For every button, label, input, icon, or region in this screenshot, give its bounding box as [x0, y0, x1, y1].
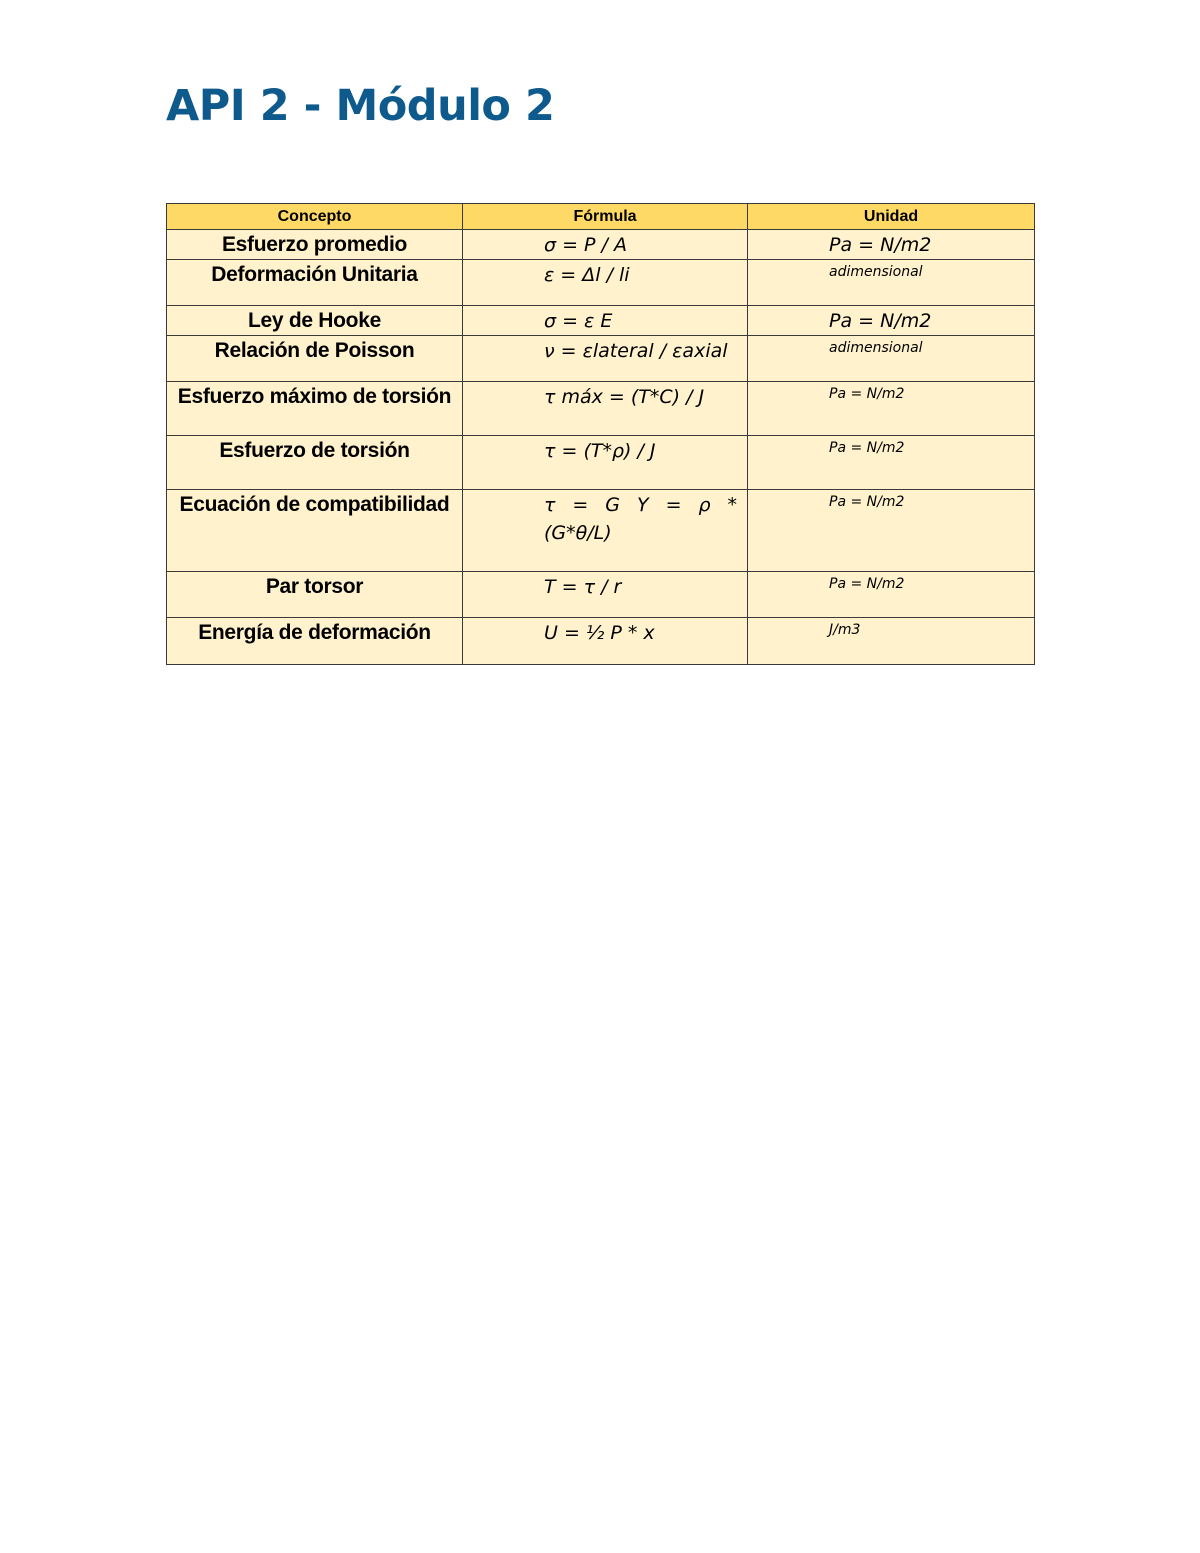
formula-cell: σ = ε E: [463, 306, 748, 336]
unit-cell: Pa = N/m2: [748, 230, 1035, 260]
table-row: [167, 260, 1035, 306]
unit-cell: Pa = N/m2: [748, 490, 1035, 572]
formula-table: [166, 203, 1035, 665]
formula-cell: U = ½ P * x: [463, 618, 748, 665]
unit-cell: Pa = N/m2: [748, 306, 1035, 336]
unit-cell: Pa = N/m2: [748, 436, 1035, 490]
concept-cell: Par torsor: [167, 572, 463, 618]
concept-cell: Relación de Poisson: [167, 336, 463, 382]
header-concept: Concepto: [167, 204, 463, 230]
concept-cell: Ecuación de compatibilidad: [167, 490, 463, 572]
table-row: [167, 306, 1035, 336]
formula-cell: T = τ / r: [463, 572, 748, 618]
unit-cell: adimensional: [748, 336, 1035, 382]
table-header-row: [167, 204, 1035, 230]
concept-cell: Deformación Unitaria: [167, 260, 463, 306]
table-row: [167, 618, 1035, 665]
unit-cell: Pa = N/m2: [748, 382, 1035, 436]
table-row: [167, 336, 1035, 382]
header-formula: Fórmula: [463, 204, 748, 230]
formula-cell: σ = P / A: [463, 230, 748, 260]
concept-cell: Ley de Hooke: [167, 306, 463, 336]
header-unit: Unidad: [748, 204, 1035, 230]
formula-cell: ν = εlateral / εaxial: [463, 336, 748, 382]
table-row: [167, 490, 1035, 572]
concept-cell: Esfuerzo de torsión: [167, 436, 463, 490]
unit-cell: J/m3: [748, 618, 1035, 665]
table-row: [167, 382, 1035, 436]
concept-cell: Esfuerzo máximo de torsión: [167, 382, 463, 436]
table-row: [167, 436, 1035, 490]
formula-cell: τ = (T*ρ) / J: [463, 436, 748, 490]
formula-cell: ε = Δl / li: [463, 260, 748, 306]
formula-cell: τ máx = (T*C) / J: [463, 382, 748, 436]
table-row: [167, 230, 1035, 260]
formula-cell: τ = G Υ = ρ * (G*θ/L): [463, 490, 748, 572]
unit-cell: adimensional: [748, 260, 1035, 306]
concept-cell: Energía de deformación: [167, 618, 463, 665]
page-title: API 2 - Módulo 2: [166, 81, 555, 131]
concept-cell: Esfuerzo promedio: [167, 230, 463, 260]
table-row: [167, 572, 1035, 618]
unit-cell: Pa = N/m2: [748, 572, 1035, 618]
